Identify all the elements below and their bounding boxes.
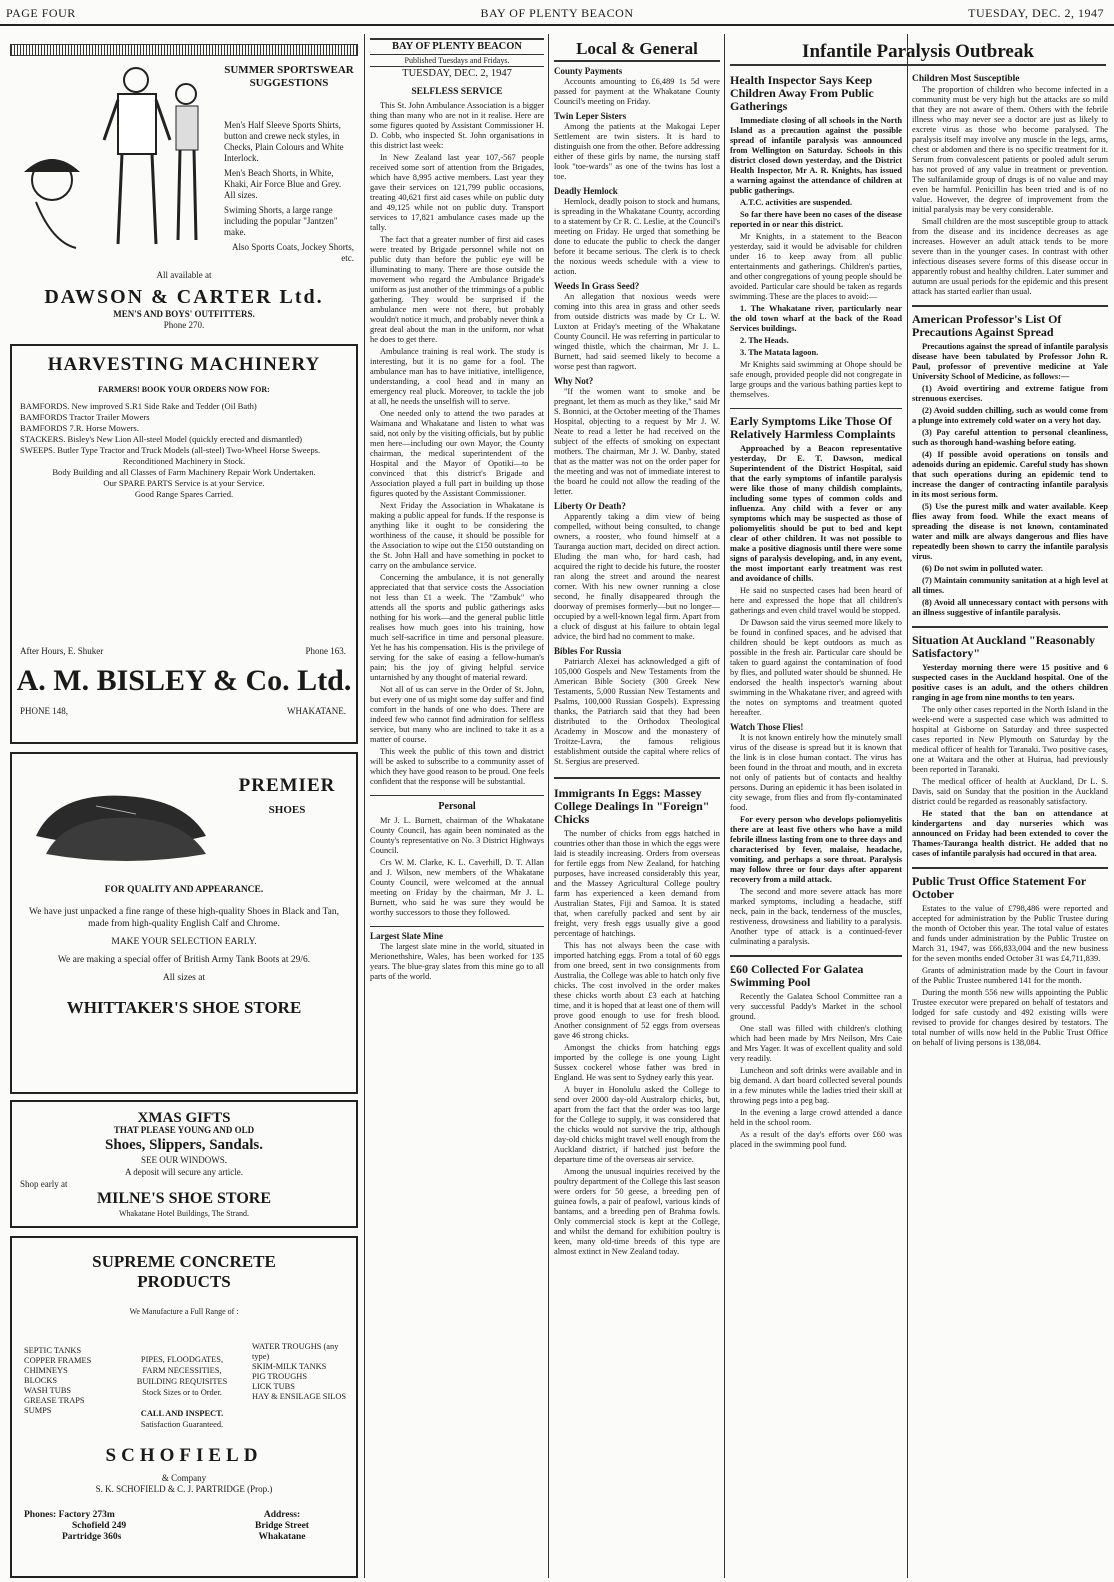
article-paragraph: Not all of us can serve in the Order of St. John, but every one of us might some day suffer and find comfort in the hands of one who does. There are indeed few who cannot find admiration for selfless service, but many who are inclined to take it as a matter of course. [370, 685, 544, 744]
article-paragraph: The fact that a greater number of first aid cases were treated by Brigade personnel while not on public duty than before the public eye will be illuminating to many. There are those outside the movement who regard the Ambulance Brigade's uniform as just another of the trimmings of a public gathering. They would be surprised if the ambulance men were not there, but probably wouldn't notice it much, and probably never think a great deal about the man in the uniform, nor what he does to get there. [370, 235, 544, 344]
list-item: 3. The Matata lagoon. [740, 348, 819, 357]
item-text: Hemlock, deadly poison to stock and humans, is spreading in the Whakatane County, according to a statement by Cr R. C. Leslie, at the Council's meeting on Friday. He urged that something be done to educate the public to check the danger before it became serious. The clerk is to check the noxious weeds schedule with a view to action. [554, 197, 720, 276]
product-item: SKIM-MILK TANKS [252, 1362, 327, 1371]
ad-text: FOR QUALITY AND APPEARANCE. [104, 885, 264, 895]
ad-text: A deposit will secure any article. [125, 1167, 243, 1177]
store-subtitle: MEN'S AND BOYS' OUTFITTERS. [113, 309, 255, 319]
editorial-column [370, 38, 544, 1578]
item-text: Apparently taking a dim view of being compelled, without being consulted, to change owners, a rooster, who found himself at a Tauranga auction mart, decided on direct action. Eluding the man who, for hard cash, had acquired the right to decide his future, the rooster ran along the street and around the nearest corner. With his new owner running a close second, he finally disappeared through the doorway of premises formerly—but no longer—occupied by a well-known legal firm. Apart from a cluck of disgust at his failure to obtain legal advice, the bird had no comment to make. [554, 512, 720, 641]
article-lead: Approached by a Beacon representative yesterday, Dr E. T. Dawson, medical Superintendent of the District Hospital, said that the early symptoms of infantile paralysis were like those of many childish complaints, including some types of common colds and influenza. Any child with a fever or any symptoms which may be suspected as those of poliomyelitis should be put to bed and kept clear of other children. It was not possible to make a positive diagnosis until there were some signs of paralysis developing, and, in any event, the most important early treatment was rest and avoidance of chills. [730, 444, 902, 583]
product-item: BLOCKS [24, 1376, 58, 1385]
ad-text: All sizes at [162, 973, 206, 983]
product-item: COPPER FRAMES [24, 1356, 92, 1365]
ad-line: BAMFORDS 7.R. Horse Mowers. [20, 423, 139, 433]
ad-bisley [10, 344, 358, 744]
article-paragraph: Mr J. L. Burnett, chairman of the Whakatane County Council, has again been nominated as the County's representative on No. 3 District Highways Council. [370, 816, 544, 855]
article-paragraph: In New Zealand last year 107,-567 people received some sort of attention from the Brigades, which have 8,995 active members. Last year they gave their services on 121,799 public occasions, treating 40,621 first aid cases while on public duty and 49,125 while not on public duty. Transport services to 17,821 ambulance cases made up the tally. [370, 153, 544, 232]
product-item: CHIMNEYS [24, 1366, 68, 1375]
article-paragraph: He stated that the ban on attendance at kindergartens and day nurseries which was announced on Friday had been extended to cover the Thames-Tauranga health district. He added that no cases of infantile paralysis had occured in that area. [912, 809, 1108, 858]
list-item: 1. The Whakatane river, particularly near the old town wharf at the back of the Road Services buildings. [730, 304, 902, 333]
ad-dawson-carter [10, 44, 358, 330]
shoe-illustration [26, 776, 216, 866]
ad-line: SWEEPS. Butler Type Tractor and Truck Models (all-steel) Two-Wheel Horse Sweeps. [20, 445, 321, 455]
article-paragraph: The proportion of children who become infected in a community must be very high but the attacks are so mild that they are not aware of them. Others with the febrile illness who may never see a doctor are just as likely to excrete virus as those who become paralysed. The paralysis itself may involve any muscle in the legs, arms, chest or abdomen and there is no specific treatment for it. Serum from convalescent patients or pooled adult serum has not proved of any value in treatment or prevention. The sulfanilamide group of drugs is of no value and may even be harmful. Penicillin has been tried and is of no value. However, the degree of improvement from the initial paralysis may be very considerable. [912, 85, 1108, 214]
ad-line: STACKERS. Bisley's New Lion All-steel Model (quickly erected and dismantled) [20, 434, 303, 444]
article-headline: Children Most Susceptible [912, 74, 1020, 84]
store-town: WHAKATANE. [286, 706, 346, 716]
list-item: (5) Use the purest milk and water available. Keep flies away from food. While the exact means of spreading the disease is not known, contaminated water and milk are always dangerous and flies have repeatedly been shown to carry the infantile paralysis virus. [912, 502, 1108, 561]
section-heading: Personal [370, 795, 544, 812]
ad-text: Satisfaction Guaranteed. [140, 1420, 224, 1429]
ad-text: We are making a special offer of British Army Tank Boots at 29/6. [57, 955, 311, 965]
local-general-column [554, 38, 720, 1578]
list-item: 2. The Heads. [740, 336, 789, 345]
product-item: SEPTIC TANKS [24, 1346, 82, 1355]
address-line: Address: [263, 1510, 301, 1520]
store-address: Whakatane Hotel Buildings, The Strand. [118, 1209, 250, 1218]
item-text: "If the women want to smoke and be pregnant, let them as much as they like," said Mr S. Bonnici, at the October meeting of the Thames Hospital, objecting to a request by Mr J. W. Neate to read a letter he had received on the subject of the effects of smoking on expectant mothers. The chairman, Mr J. W. Danby, stated that as the matter was not on the order paper for the meeting and was not of immediate interest to the board he could not allow the reading of the letter. [554, 387, 720, 496]
address-line: Bridge Street [255, 1521, 309, 1531]
store-company: & Company [161, 1473, 207, 1483]
ad-text: Swiming Shorts, a large range including the popular "Jantzen" make. [224, 205, 338, 237]
article-paragraph: One needed only to attend the two parades at Waimana and Whakatane and listen to what was said, not only by the visiting officials, but by public men here—including our own Mayor, the County chairman, the medical superintendent of the Hospital and the Mayor of Opotiki—to be convinced that this district's Brigade and Association played a full part in building up those figures quoted by the Assistant Commissioner. [370, 409, 544, 498]
store-phone: Phone 270. [163, 320, 205, 330]
ad-whittaker [10, 752, 358, 1094]
store-name: A. M. BISLEY & Co. Ltd. [16, 664, 352, 697]
product-item: WATER TROUGHS (any type) [252, 1342, 339, 1361]
article-headline: American Professor's List Of Precautions Against Spread [912, 305, 1108, 339]
ad-line: Reconditioned Machinery in Stock. [122, 456, 246, 466]
article-paragraph: This week the public of this town and district will be asked to subscribe to a community asset of which they have good reason to be proud. One feels confident that the response will be substantial. [370, 747, 544, 786]
subheading: Watch Those Flies! [730, 722, 804, 732]
list-item: (7) Maintain community sanitation at a high level at all times. [912, 576, 1108, 595]
article-paragraph: Dr Dawson said the virus seemed more likely to be found in confined spaces, and he advised that children should be kept outdoors as much as possible in the fresh air. Particular care should be taken to guard against the contamination of food by flies, and polluted water should be shunned. He endorsed the health inspector's warning about swimming in the Whakatane river, and agreed with the notes on symptoms and treatment quoted hereafter. [730, 618, 902, 717]
ad-text: MAKE YOUR SELECTION EARLY. [111, 937, 257, 947]
page-header [0, 0, 1114, 26]
article-paragraph: The number of chicks from eggs hatched in countries other than those in which the eggs were laid is steadily increasing. Orders from overseas for fertile eggs from New Zealand, for hatching purposes, have increased considerably this year, and the Massey Agricultural College poultry farm has experienced a keen demand from Australian States, Fiji and Samoa. It is stated that, when carefully packed and sent by air freight, very fresh eggs usually give a good percentage of hatchings. [554, 829, 720, 938]
product-item: PIPES, FLOODGATES, [140, 1355, 224, 1364]
product-item: SUMPS [24, 1406, 52, 1415]
item-text: Accounts amounting to £6,489 1s 5d were passed for payment at the Whakatane County Council's meeting on Friday. [554, 77, 720, 106]
product-item: HAY & ENSILAGE SILOS [252, 1392, 347, 1401]
article-paragraph: Mr Knights, in a statement to the Beacon yesterday, said it would be advisable for children under 16 to keep away from all public entertainments and gatherings. Children's parties, and other congregations of young people should be avoided. Particular care should be taken as regards swimming. These are the places to avoid:— [730, 232, 902, 301]
ad-text: Shoes, Slippers, Sandals. [105, 1137, 263, 1153]
article-lead: Precautions against the spread of infantile paralysis disease have been tabulated by Professor John R. Paul, professor of preventive medicine at Yale University School of Medicine, as follows:— [912, 342, 1108, 381]
product-item: WASH TUBS [24, 1386, 72, 1395]
article-paragraph: A.T.C. activities are suspended. [740, 198, 853, 207]
list-item: (4) If possible avoid operations on tonsils and adenoids during an epidemic. Careful study has shown that such operations during an epidemic tend to increase the danger of contracting infantile paralysis in its most serious form. [912, 450, 1108, 499]
ad-title: XMAS GIFTS [137, 1110, 231, 1126]
ad-line: BAMFORDS Tractor Trailer Mowers [20, 412, 150, 422]
article-paragraph: In the evening a large crowd attended a dance held in the school room. [730, 1108, 902, 1127]
product-item: PIG TROUGHS [252, 1372, 307, 1381]
article-paragraph: He said no suspected cases had been heard of here and expressed the hope that all children's gatherings and even child travel would be stopped. [730, 586, 902, 615]
decorative-border [10, 44, 358, 56]
article-paragraph: This St. John Ambulance Association is a bigger thing than many who are not in it realise. Here are some figures quoted by Assistant Commissioner H. D. Cobb, who inspected St. John organisations in this district last week: [370, 101, 544, 150]
article-paragraph: Estates to the value of £798,486 were reported and accepted for administration by the Public Trustee during the month of October this year. The total value of estates and funds under administration by the Public Trustee on March 31, 1947, was £66,833,004 and the new business for the seven months ended October 31 was £4,711,839. [912, 904, 1108, 963]
store-phone: PHONE 148, [20, 706, 69, 716]
article-paragraph: The second and more severe attack has more marked symptoms, including a headache, stiff neck, pain in the back, tenderness of the muscles, restiveness, drowsiness and liability to a paralysis. Another type of attack is a continued-fever culminating a paralysis. [730, 887, 902, 946]
item-heading: Deadly Hemlock [554, 186, 618, 196]
ad-lead: FARMERS! BOOK YOUR ORDERS NOW FOR: [98, 385, 270, 394]
article-paragraph: Crs W. M. Clarke, K. L. Caverhill, D. T. Allan and J. Wilson, new members of the Whakatane County Council, were welcomed at the annual meeting on Friday by the chairman, Mr J. L. Burnett, who said he was sure they would be worthy successors to those they followed. [370, 858, 544, 917]
article-paragraph: For every person who develops poliomyelitis there are at least five others who have a mild febrile illness lasting from one to three days and characterised by fever, malaise, headache, vomiting, and perhaps a sore throat. Paralysis may follow three or four days after apparent recovery from a mild attack. [730, 815, 902, 884]
article-paragraph: A buyer in Honolulu asked the College to send over 2000 day-old Australorp chicks, but, apart from the fact that the order was too large for the College to supply, it was considered that the chicks would not survive the trip, although day-old chicks might travel well enough from the Auckland district, if hatched just before the departure time of the overseas air service. [554, 1085, 720, 1164]
column-rule [724, 34, 725, 1578]
article-paragraph: Next Friday the Association in Whakatane is making a public appeal for funds. If the response is anything like it ought to be considering the worthiness of the cause, it should be possible for the Association to wipe out the £150 outstanding on the St. John Hall and have something in pocket to carry on the ambulance service. [370, 501, 544, 570]
article-paragraph: Grants of administration made by the Court in favour of the Public Trustee numbered 141 for the month. [912, 966, 1108, 985]
list-item: (1) Avoid overtiring and extreme fatigue from strenuous exercises. [912, 384, 1108, 403]
store-name: WHITTAKER'S SHOE STORE [66, 998, 302, 1017]
ad-text: Men's Half Sleeve Sports Shirts, button and crewe neck styles, in Checks, Plain Colours and White Interlock. [224, 120, 344, 163]
ad-schofield [10, 1236, 358, 1578]
item-heading: Why Not? [554, 376, 594, 386]
ad-milne [10, 1100, 358, 1228]
ad-text: All available at [156, 270, 212, 280]
masthead: BAY OF PLENTY BEACON [370, 38, 544, 55]
editorial-date: TUESDAY, DEC. 2, 1947 [402, 68, 512, 79]
article-paragraph: Luncheon and soft drinks were available and in big demand. A dart board collected several pounds in a few minutes while the ladies tried their skill at throwing pegs into a peg bag. [730, 1066, 902, 1105]
polio-column [730, 70, 902, 1578]
publication-schedule: Published Tuesdays and Fridays. [370, 55, 544, 67]
ad-line: BAMFORDS. New improved S.R1 Side Rake and Tedder (Oil Bath) [20, 401, 257, 411]
section-title: Local & General [554, 38, 720, 62]
item-text: An allegation that noxious weeds were coming into this area in grass and other seeds from outside districts was made by Cr L. W. Luxton at Friday's meeting of the Whakatane County Council. He was referring in particular to winged thistle, which the chairman, Mr J. L. Burnett, had said seemed likely to become a worse pest than ragwort. [554, 292, 720, 371]
sportswear-illustration [16, 60, 216, 256]
address-line: Whakatane [258, 1532, 306, 1542]
ad-line: Our SPARE PARTS Service is at your Service. [103, 478, 265, 488]
ad-subtitle: THAT PLEASE YOUNG AND OLD [113, 1125, 255, 1135]
article-paragraph: It is not known entirely how the minutely small virus of the disease is spread but it is known that the link is in close human contact. The virus has been found in the throat and mouth, and in excreta not only of patients but of contacts and healthy persons. During an epidemic it has been isolated in city sewage, from flies and from fly-contaminated food. [730, 733, 902, 812]
column-rule [364, 34, 365, 1578]
item-heading: Twin Leper Sisters [554, 111, 627, 121]
editorial-title: SELFLESS SERVICE [411, 87, 503, 97]
ad-title: PREMIER [238, 775, 336, 796]
article-headline: Immigrants In Eggs: Massey College Dealings In "Foreign" Chicks [554, 777, 720, 826]
article-paragraph: As a result of the day's efforts over £60 was placed in the swimming pool fund. [730, 1130, 902, 1149]
ad-text: Shop early at [20, 1179, 68, 1189]
article-paragraph: Among the unusual inquiries received by the poultry department of the College this last season were orders for 50 geese, a breeding pen of guinea fowls, a pair of peafowl, various kinds of bantams, and a breeding pen of Brahma fowls. Only commercial stock is kept at the College, and whilst the demand for exhibition poultry is keen, many old-time breeds of this type are almost extinct in New Zealand today. [554, 1167, 720, 1256]
ad-line: Body Building and all Classes of Farm Machinery Repair Work Undertaken. [52, 467, 316, 477]
article-lead: Immediate closing of all schools in the North Island as a precaution against the possible spread of infantile paralysis was announced from Wellington on Saturday. Schools in this district closed down yesterday, and the District Health Inspector, Mr A. R. Knights, has issued a warning against the attendance of children at public gatherings. [730, 116, 902, 195]
article-paragraph: One stall was filled with children's clothing which had been made by Mrs Neilson, Mrs Caie and Mrs Yager. It was of excellent quality and sold very readily. [730, 1024, 902, 1063]
article-headline: £60 Collected For Galatea Swimming Pool [730, 955, 902, 989]
list-item: (8) Avoid all unnecessary contact with persons with an illness suggestive of infantile paralysis. [912, 598, 1108, 617]
ad-line: Good Range Spares Carried. [134, 489, 234, 499]
phone-line: Phones: Factory 273m [24, 1510, 115, 1520]
store-phone: Phone 163. [305, 646, 346, 656]
article-paragraph: Small children are the most susceptible group to attack from the disease and its incidence decreases as age increases. However an adult attack tends to be more severe than in the younger cases. In contrast with other infectious diseases severe forms of this disease occur in apparently robust and healthy children. Later summer and autumn are usual periods for the epidemic and this present attack has started earlier than usual. [912, 217, 1108, 296]
store-name: SCHOFIELD [105, 1445, 263, 1466]
item-text: Patriarch Alexei has acknowledged a gift of 105,000 Gospels and New Testaments from the American Bible Society (300 Greek New Testaments, 5,000 Russian New Testaments and Psalms, 100,000 Russian Gospels). Expressing thanks, the Patriarch said that they had been distributed to the Orthodox Theological Academy in Moscow and the monastery of Troitze-Lavra, the famous religious establishment outside the capital where relics of St. Sergius are preserved. [554, 657, 720, 766]
ad-title: SUMMER SPORTSWEAR SUGGESTIONS [224, 64, 354, 89]
store-proprietors: S. K. SCHOFIELD & C. J. PARTRIDGE (Prop.) [95, 1484, 273, 1494]
issue-date: TUESDAY, DEC. 2, 1947 [968, 6, 1104, 20]
article-headline: Situation At Auckland "Reasonably Satisfactory" [912, 626, 1108, 660]
item-text: Among the patients at the Makogai Leper Settlement are twin sisters. It is hard to distinguish one from the other. Before addressing either of these girls by name, the nursing staff look "toe-wards" as one of the twins has lost a toe. [554, 122, 720, 181]
phone-line: Schofield 249 [72, 1521, 127, 1531]
column-rule [907, 34, 908, 1578]
right-column [912, 70, 1108, 1578]
section-heading: Largest Slate Mine [370, 926, 544, 941]
ad-subtitle: SHOES [268, 804, 306, 816]
ad-title: SUPREME CONCRETE PRODUCTS [92, 1252, 276, 1291]
article-paragraph: Concerning the ambulance, it is not generally appreciated that that service costs the Association not less than £1 a week. The "Zambuk" who attends all the sports and public gatherings asks nothing for his work—and the general public little realises how much goes into his training, how much self-sacrifice in time and personal pleasure. Yet he has his compensation. His is the privilege of serving for the sake of easing a fellow-human's pain; his the joy of giving helpful service untarnished by any thought of material reward. [370, 573, 544, 682]
store-name: DAWSON & CARTER Ltd. [44, 286, 324, 308]
store-name: MILNE'S SHOE STORE [97, 1190, 271, 1207]
ad-text: Men's Beach Shorts, in White, Khaki, Air Force Blue and Grey. All sizes. [224, 168, 342, 200]
ad-title: HARVESTING MACHINERY [47, 354, 321, 375]
ad-text: Also Sports Coats, Jockey Shorts, etc. [231, 242, 354, 263]
article-headline: Health Inspector Says Keep Children Away From Public Gatherings [730, 73, 874, 113]
ad-text: SEE OUR WINDOWS. [140, 1155, 228, 1165]
article-paragraph: The largest slate mine in the world, situated in Merionethshire, Wales, has been worked for 135 years. The blue-gray slates from this mine go to all parts of the world. [370, 942, 544, 981]
item-heading: Bibles For Russia [554, 646, 622, 656]
product-item: BUILDING REQUISITES [136, 1377, 228, 1386]
page-number: PAGE FOUR [6, 6, 76, 20]
article-paragraph: The medical officer of health at Auckland, Dr L. S. Davis, said on Sunday that the position in the Auckland district could be regarded as reasonably satisfactory. [912, 777, 1108, 806]
ad-text: We Manufacture a Full Range of : [129, 1307, 239, 1316]
list-item: (3) Pay careful attention to personal cleanliness, such as thorough hand-washing before eating. [912, 428, 1108, 447]
column-rule [548, 34, 549, 1578]
item-heading: County Payments [554, 66, 623, 76]
article-paragraph: Ambulance training is real work. The study is interesting, but it is no game for a fool. The ambulance man has to have initiative, intelligence, understanding, a cool head and in many an emergency real pluck. Moreover, to tackle the job at all, he needs the unselfish will to serve. [370, 347, 544, 406]
ad-text: We have just unpacked a fine range of these high-quality Shoes in Black and Tan, made from high-quality English Calf and Chrome. [29, 907, 339, 929]
polio-banner: Infantile Paralysis Outbreak [730, 40, 1106, 66]
ad-text: CALL AND INSPECT. [140, 1409, 224, 1418]
after-hours: After Hours, E. Shuker [20, 646, 104, 656]
article-paragraph: The only other cases reported in the North Island in the week-end were a suspected case which was admitted to hospital at Gisborne on Saturday and three suspected cases reported in New Plymouth on Saturday by the medical officer of health for Taranaki. Two positive cases, one at Waitara and the other at Huirua, had previously been reported in Taranaki. [912, 705, 1108, 774]
product-item: LICK TUBS [252, 1382, 295, 1391]
article-headline: Early Symptoms Like Those Of Relatively Harmless Complaints [730, 408, 902, 441]
list-item: (2) Avoid sudden chilling, such as would come from a plunge into extremely cold water on a very hot day. [912, 406, 1108, 425]
article-paragraph: Mr Knights said swimming at Ohope should be safe enough, provided people did not congregate in large groups and the various bathing parties kept to themselves. [730, 360, 902, 399]
item-heading: Weeds In Grass Seed? [554, 281, 640, 291]
phone-line: Partridge 360s [62, 1532, 122, 1542]
product-item: GREASE TRAPS [24, 1396, 85, 1405]
article-paragraph: So far there have been no cases of the disease reported in or near this district. [730, 210, 902, 229]
item-heading: Liberty Or Death? [554, 501, 626, 511]
newspaper-name: BAY OF PLENTY BEACON [480, 6, 634, 20]
article-paragraph: This has not always been the case with imported hatching eggs. From a total of 60 eggs from one breed, sent in two consignments from Australia, the College was able to hatch only five chicks. The cost involved in the order makes these chicks worth about £3 each at hatching time, and it is hoped that at least one of them will prove good enough to use for fresh blood. Another consignment of 52 eggs from overseas gave 46 strong chicks. [554, 941, 720, 1040]
article-paragraph: Amongst the chicks from hatching eggs imported by the college is one young Light Sussex cockerel whose father was bred in England. He was sent to Sydney early this year. [554, 1043, 720, 1082]
product-item: FARM NECESSITIES, [142, 1366, 222, 1375]
article-paragraph: Recently the Galatea School Committee ran a very successful Paddy's Market in the school ground. [730, 992, 902, 1021]
article-paragraph: During the month 556 new wills appointing the Public Trustee executor were prepared on behalf of testators and lodged for safe custody and 492 existing wills were revised to provide for changes desired by testators. The total number of wills now held in the Public Trust Office on behalf of living persons is 138,084. [912, 988, 1108, 1047]
article-headline: Public Trust Office Statement For October [912, 867, 1108, 901]
article-lead: Yesterday morning there were 15 positive and 6 suspected cases in the Auckland hospital. One of the positive cases is an adult, and the others children ranging in age from nine months to ten years. [912, 663, 1108, 702]
product-item: Stock Sizes or to Order. [142, 1388, 222, 1397]
list-item: (6) Do not swim in polluted water. [922, 564, 1043, 573]
